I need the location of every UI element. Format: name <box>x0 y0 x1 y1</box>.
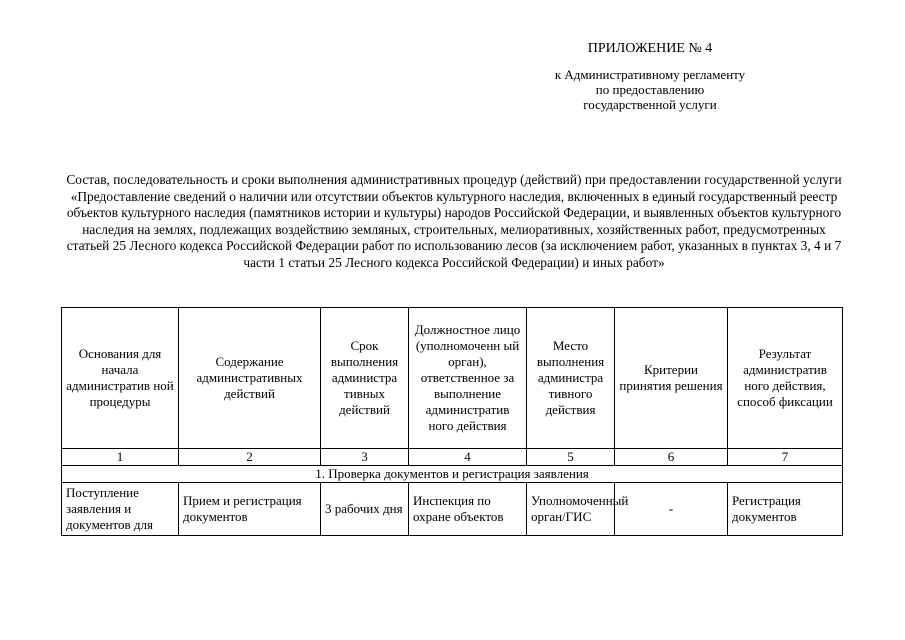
section-title: 1. Проверка документов и регистрация заявления <box>62 466 843 483</box>
table-cell: Поступление заявления и документов для <box>62 483 179 536</box>
column-number: 2 <box>179 449 321 466</box>
column-number: 7 <box>728 449 843 466</box>
column-number: 3 <box>321 449 409 466</box>
appendix-header <box>520 40 780 112</box>
header-cell-criteria: Критерии принятия решения <box>615 308 728 449</box>
table-row <box>62 483 843 536</box>
appendix-line-2: по предоставлению <box>595 82 705 97</box>
appendix-line-1: к Административному регламенту <box>554 67 746 82</box>
header-cell-official: Должностное лицо (уполномоченн ый орган), ответственное за выполнение административ ного действия <box>409 308 527 449</box>
appendix-title: ПРИЛОЖЕНИЕ № 4 <box>587 41 713 56</box>
document-title: Состав, последовательность и сроки выполнения административных процедур (действий) при предоставлении государственной услуги «Предоставление сведений о наличии или отсутствии объектов культурного наследия, включенных в единый государственный реестр объектов культурного наследия (памятников истории и культуры) народов Российской Федерации, и выявленных объектов культурного наследия на землях, подлежащих воздействию земляных, строительных, мелиоративных, хозяйственных работ, предусмотренных статьей 25 Лесного кодекса Российской Федерации работ по использованию лесов (за исключением работ, указанных в пунктах 3, 4 и 7 части 1 статьи 25 Лесного кодекса Российской Федерации) и иных работ» <box>66 172 842 270</box>
table-cell: Инспекция по охране объектов <box>409 483 527 536</box>
table-cell: Регистрация документов <box>728 483 843 536</box>
header-row <box>62 308 843 449</box>
procedures-table <box>61 307 843 536</box>
table-cell: Уполномоченный орган/ГИС <box>527 483 615 536</box>
table-cell: Прием и регистрация документов <box>179 483 321 536</box>
column-number: 4 <box>409 449 527 466</box>
column-number: 5 <box>527 449 615 466</box>
section-row <box>62 466 843 483</box>
table-cell: - <box>615 483 728 536</box>
header-cell-basis: Основания для начала административ ной процедуры <box>62 308 179 449</box>
header-cell-content: Содержание административных действий <box>179 308 321 449</box>
header-cell-place: Место выполнения администра тивного действия <box>527 308 615 449</box>
table-cell: 3 рабочих дня <box>321 483 409 536</box>
column-number: 6 <box>615 449 728 466</box>
column-number: 1 <box>62 449 179 466</box>
column-number-row <box>62 449 843 466</box>
header-cell-result: Результат административ ного действия, способ фиксации <box>728 308 843 449</box>
header-cell-term: Срок выполнения администра тивных действий <box>321 308 409 449</box>
appendix-line-3: государственной услуги <box>583 97 717 112</box>
